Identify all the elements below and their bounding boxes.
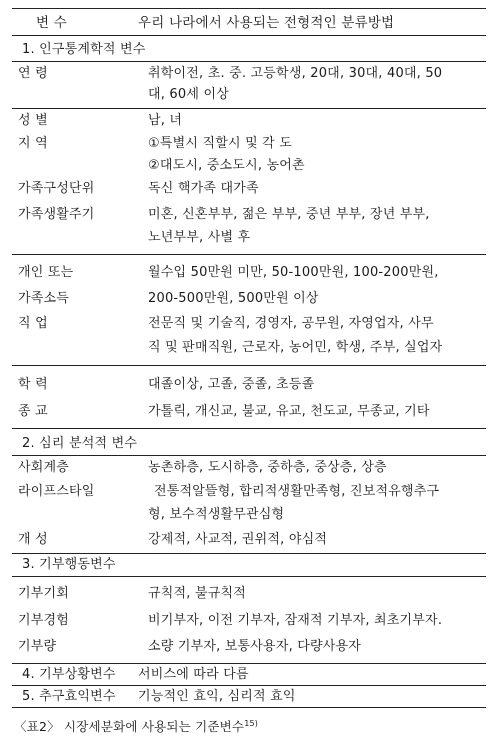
table-top-rule <box>12 8 486 9</box>
row-rule <box>12 663 486 664</box>
row-label-gender: 성 별 <box>18 113 48 128</box>
row-label-income-line2: 가족소득 <box>18 291 70 306</box>
row-label-lifecycle: 가족생활주기 <box>18 207 95 222</box>
row-value-region-line2: ②대도시, 중소도시, 농어촌 <box>148 158 305 173</box>
row-rule <box>12 553 486 554</box>
row-value-household: 독신 핵가족 대가족 <box>148 181 259 196</box>
footnote-ref: 15) <box>244 718 259 728</box>
row-value-age-line2: 대, 60세 이상 <box>148 87 229 102</box>
row-value-income-line1: 월수입 50만원 미만, 50-100만원, 100-200만원, <box>148 265 439 280</box>
row-value-education: 대졸이상, 고졸, 중졸, 초등졸 <box>148 377 315 392</box>
row-label-experience: 기부경험 <box>18 613 70 628</box>
row-value-lifestyle-line1: 전통적알뜰형, 합리적생활만족형, 진보적유행추구 <box>154 484 440 499</box>
row-value-job-line1: 전문직 및 기술직, 경영자, 공무원, 자영업자, 사무 <box>148 316 434 331</box>
row-rule <box>12 108 486 109</box>
row-rule <box>12 365 486 366</box>
section-title: 3. 기부행동변수 <box>22 557 116 572</box>
row-value-lifecycle-line1: 미혼, 신혼부부, 젊은 부부, 중년 부부, 장년 부부, <box>148 207 430 222</box>
row-label-religion: 종 교 <box>18 404 48 419</box>
section-rule <box>12 455 486 456</box>
row-label-amount: 기부량 <box>18 639 57 654</box>
row-value-amount: 소량 기부자, 보통사용자, 다량사용자 <box>148 639 362 654</box>
row-value-personality: 강제적, 사교적, 권위적, 야심적 <box>148 532 328 547</box>
header-variable: 변 수 <box>36 15 67 31</box>
row-value-lifecycle-line2: 노년부부, 사별 후 <box>148 230 251 245</box>
row-value-social-class: 농촌하층, 도시하층, 중하층, 중상층, 상층 <box>148 460 387 475</box>
section-rule <box>12 61 486 62</box>
row-label-age: 연 령 <box>18 66 48 81</box>
row-label-education: 학 력 <box>18 377 48 392</box>
row-value-religion: 가톨릭, 개신교, 불교, 유교, 천도교, 무종교, 기타 <box>148 404 430 419</box>
row-value-timing: 규칙적, 불규칙적 <box>148 586 246 601</box>
section-inline-value: 기능적인 효익, 심리적 효익 <box>138 689 296 704</box>
section-rule <box>12 576 486 577</box>
row-label-social-class: 사회계층 <box>18 460 70 475</box>
row-value-experience: 비기부자, 이전 기부자, 잠재적 기부자, 최초기부자. <box>148 613 443 628</box>
row-value-region-line1: ①특별시 직할시 및 각 도 <box>148 136 293 151</box>
row-label-household: 가족구성단위 <box>18 181 95 196</box>
table-caption <box>14 719 258 735</box>
caption-text: 〈표2〉 시장세분화에 사용되는 기준변수 <box>14 719 245 734</box>
row-rule <box>12 428 486 429</box>
row-rule <box>12 254 486 255</box>
row-label-lifestyle: 라이프스타일 <box>18 484 95 499</box>
row-label-region: 지 역 <box>18 136 48 151</box>
section-title: 4. 기부상황변수 <box>22 667 116 682</box>
row-label-personality: 개 성 <box>18 532 48 547</box>
header-rule <box>12 35 486 36</box>
row-label-income-line1: 개인 또는 <box>18 265 74 280</box>
row-value-income-line2: 200-500만원, 500만원 이상 <box>148 291 319 306</box>
row-label-timing: 기부기회 <box>18 586 70 601</box>
table-bottom-rule <box>12 707 486 708</box>
row-label-job: 직 업 <box>18 316 48 331</box>
section-inline-value: 서비스에 따라 다름 <box>138 667 249 682</box>
section-rule <box>12 685 486 686</box>
row-value-lifestyle-line2: 형, 보수적생활무관심형 <box>148 507 285 522</box>
section-title: 5. 추구효익변수 <box>22 689 116 704</box>
row-value-job-line2: 직 및 판매직원, 근로자, 농어민, 학생, 주부, 실업자 <box>148 340 443 355</box>
section-title: 2. 심리 분석적 변수 <box>22 436 138 451</box>
header-method: 우리 나라에서 사용되는 전형적인 분류방법 <box>138 15 395 31</box>
row-value-age-line1: 취학이전, 초. 중. 고등학생, 20대, 30대, 40대, 50 <box>148 66 443 81</box>
section-title: 1. 인구통계학적 변수 <box>22 42 146 57</box>
row-value-gender: 남, 녀 <box>148 113 183 128</box>
